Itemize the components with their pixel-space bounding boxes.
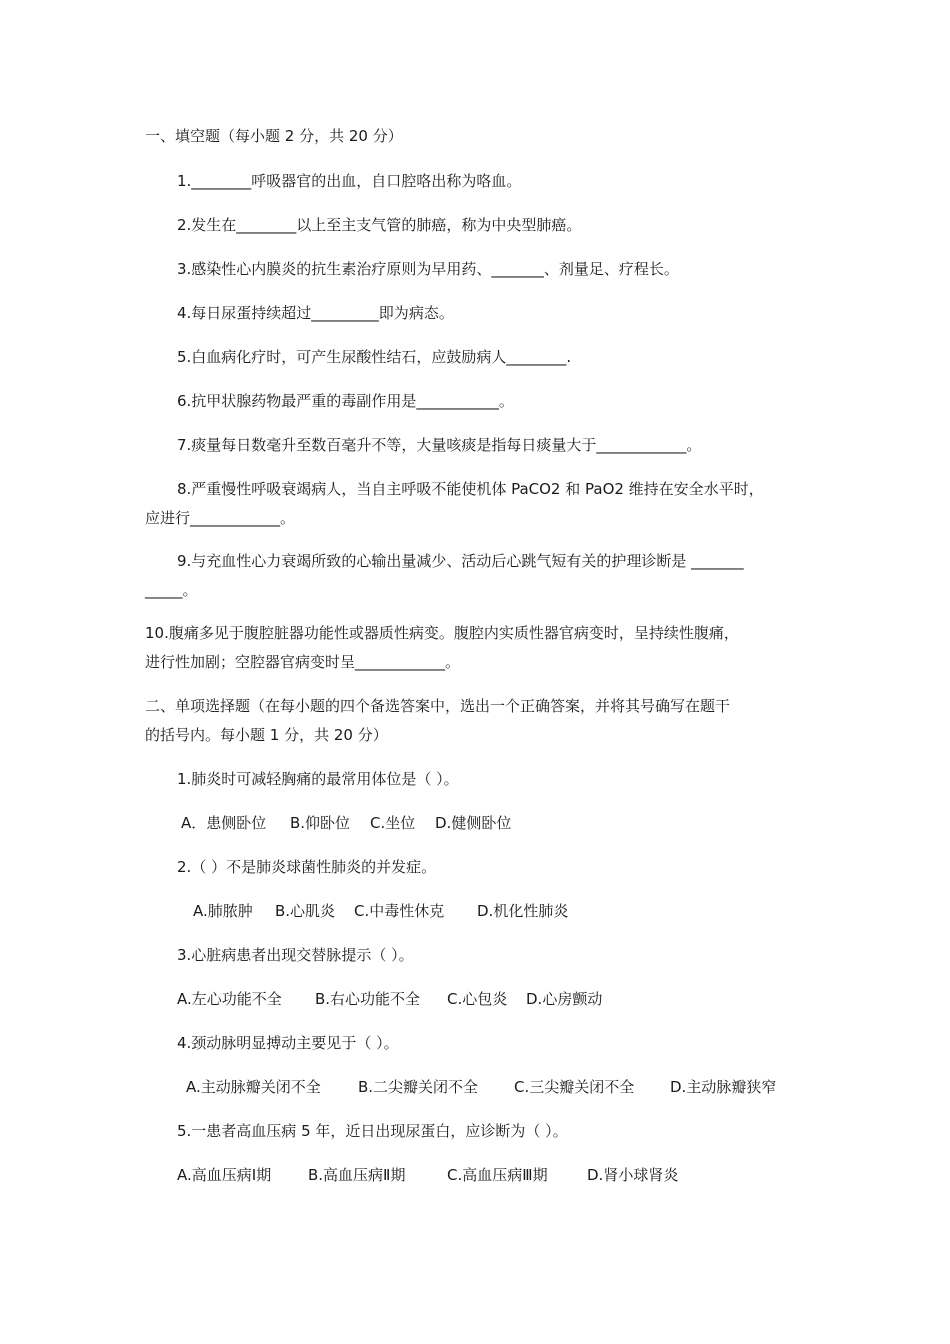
choice-question-4-option-b: B.二尖瓣关闭不全 [358,1078,479,1096]
fill-question-2: 2.发生在________以上至主支气管的肺癌，称为中央型肺癌。 [177,216,582,234]
section2-heading-line1: 二、单项选择题（在每小题的四个备选答案中，选出一个正确答案，并将其号确写在题干 [145,697,731,715]
fill-question-10-line2: 进行性加剧；空腔器官病变时呈____________。 [145,653,461,671]
fill-question-8-line1: 8.严重慢性呼吸衰竭病人，当自主呼吸不能使机体 PaCO2 和 PaO2 维持在安全水平时， [177,480,764,498]
choice-question-4-option-a: A.主动脉瓣关闭不全 [186,1078,321,1096]
section1-heading: 一、填空题（每小题 2 分，共 20 分） [145,127,403,145]
fill-question-5: 5.白血病化疗时，可产生尿酸性结石，应鼓励病人________. [177,348,572,366]
fill-question-9-line1: 9.与充血性心力衰竭所致的心输出量减少、活动后心跳气短有关的护理诊断是 _______ [177,552,744,570]
fill-question-7: 7.痰量每日数毫升至数百毫升不等，大量咳痰是指每日痰量大于____________。 [177,436,702,454]
choice-question-4-stem: 4.颈动脉明显搏动主要见于（ ）。 [177,1034,399,1052]
choice-question-3-option-a: A.左心功能不全 [177,990,282,1008]
fill-question-8-line2: 应进行____________。 [145,509,296,527]
choice-question-3-stem: 3.心脏病患者出现交替脉提示（ ）。 [177,946,414,964]
fill-question-1: 1.________呼吸器官的出血，自口腔咯出称为咯血。 [177,172,522,190]
choice-question-5-option-a: A.高血压病Ⅰ期 [177,1166,272,1184]
choice-question-2-stem: 2.（ ）不是肺炎球菌性肺炎的并发症。 [177,858,437,876]
choice-question-4-option-d: D.主动脉瓣狭窄 [670,1078,777,1096]
choice-question-2-option-a: A.肺脓肿 [193,902,253,920]
choice-question-2-option-c: C.中毒性休克 [354,902,445,920]
choice-question-3-option-c: C.心包炎 [447,990,508,1008]
choice-question-3-option-b: B.右心功能不全 [315,990,421,1008]
choice-question-1-option-a: A．患侧卧位 [181,814,267,832]
choice-question-1-option-c: C.坐位 [370,814,416,832]
choice-question-5-stem: 5.一患者高血压病 5 年，近日出现尿蛋白，应诊断为（ ）。 [177,1122,568,1140]
fill-question-3: 3.感染性心内膜炎的抗生素治疗原则为早用药、_______、剂量足、疗程长。 [177,260,679,278]
choice-question-1-option-b: B.仰卧位 [290,814,351,832]
choice-question-3-option-d: D.心房颤动 [526,990,603,1008]
fill-question-4: 4.每日尿蛋持续超过_________即为病态。 [177,304,454,322]
choice-question-2-option-b: B.心肌炎 [275,902,336,920]
choice-question-1-stem: 1.肺炎时可减轻胸痛的最常用体位是（ ）。 [177,770,459,788]
choice-question-2-option-d: D.机化性肺炎 [477,902,569,920]
choice-question-5-option-d: D.肾小球肾炎 [587,1166,679,1184]
choice-question-4-option-c: C.三尖瓣关闭不全 [514,1078,635,1096]
choice-question-1-option-d: D.健侧卧位 [435,814,512,832]
fill-question-10-line1: 10.腹痛多见于腹腔脏器功能性或器质性病变。腹腔内实质性器官病变时，呈持续性腹痛， [145,624,739,642]
fill-question-9-line2: _____。 [145,581,198,599]
section2-heading-line2: 的括号内。每小题 1 分，共 20 分） [145,726,388,744]
choice-question-5-option-c: C.高血压病Ⅲ期 [447,1166,548,1184]
fill-question-6: 6.抗甲状腺药物最严重的毒副作用是___________。 [177,392,514,410]
choice-question-5-option-b: B.高血压病Ⅱ期 [308,1166,406,1184]
